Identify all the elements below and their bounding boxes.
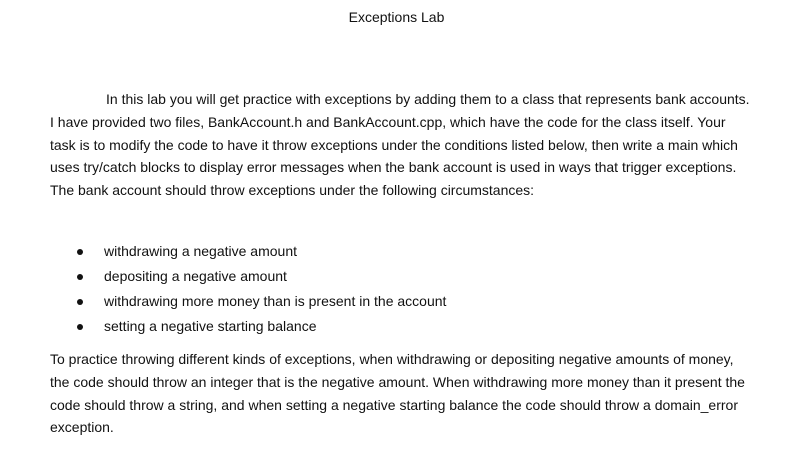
list-item [0,264,793,289]
bullet-icon [77,324,83,330]
list-item-text: depositing a negative amount [104,268,287,284]
bullet-icon [77,249,83,255]
list-item-text: setting a negative starting balance [104,318,317,334]
document-title: Exceptions Lab [348,9,445,25]
list-item [0,289,793,314]
list-item-text: withdrawing more money than is present in the account [104,293,447,309]
closing-paragraph: To practice throwing different kinds of exceptions, when withdrawing or depositing negative amounts of money, the code should throw an integer that is the negative amount. When withdrawing more money than it present the code should throw a string, and when setting a negative starting balance the code should throw a domain_error exception. [50,351,745,436]
intro-paragraph: In this lab you will get practice with exceptions by adding them to a class that represents bank accounts. I have provided two files, BankAccount.h and BankAccount.cpp, which have the code for the class itself. Your task is to modify the code to have it throw exceptions under the conditions listed below, then write a main which uses try/catch blocks to display error messages when the bank account is used in ways that trigger exceptions. The bank account should throw exceptions under the following circumstances: [50,91,750,199]
bullet-icon [77,299,83,305]
list-item [0,314,793,339]
bullet-icon [77,274,83,280]
list-item [0,239,793,264]
conditions-list [0,239,793,339]
list-item-text: withdrawing a negative amount [104,243,298,259]
